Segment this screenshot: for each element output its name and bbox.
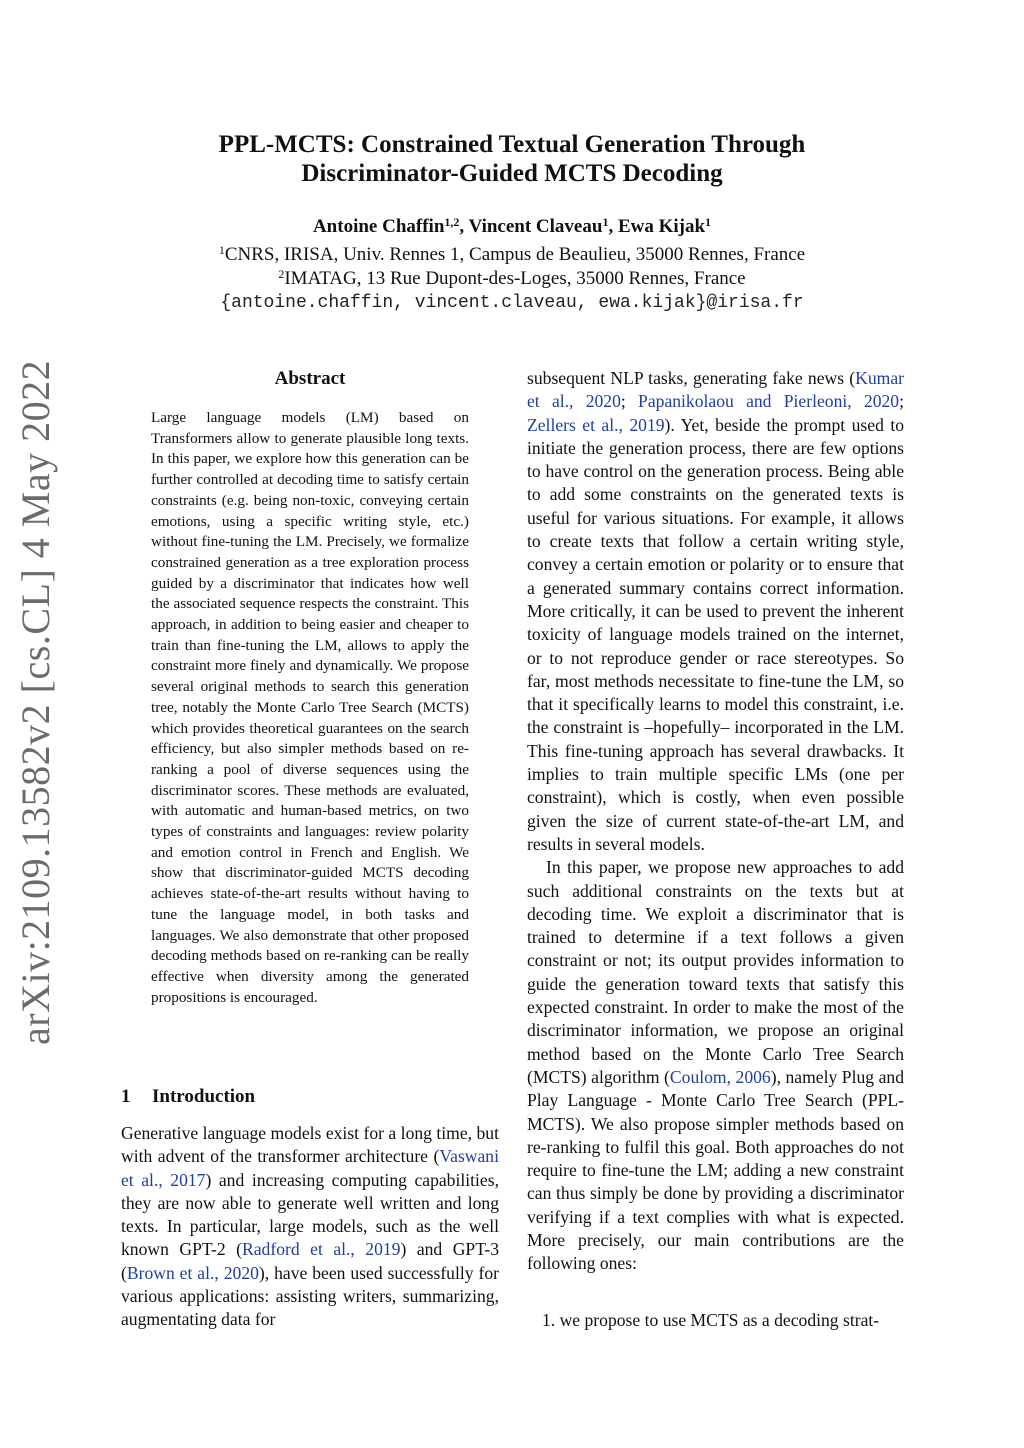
body-text: ) and GPT-3 (	[121, 1239, 499, 1283]
author-list: Antoine Chaffin$^{1,2}$, Vincent Claveau$^1$, Ewa Kijak$^1$	[312, 215, 712, 237]
title-line-1: PPL-MCTS: Constrained Textual Generation Through	[218, 131, 806, 158]
body-text: ) and increasing computing capabilities, they are now able to generate well written and long texts. In particular, large models, such as the well known GPT-2 (	[121, 1169, 499, 1260]
citation-link[interactable]: Zellers et al., 2019	[527, 414, 665, 435]
title-line-2: Discriminator-Guided MCTS Decoding	[301, 160, 723, 187]
body-text: ). Yet, beside the prompt used to initiate the generation process, there are few options to have control on the generation process. Being able to add some constraints on the generated texts is useful for various situations. For example, it allows to create texts that follow a certain writing style, convey a certain emotion or polarity or to ensure that a generated summary contains correct information. More critically, it can be used to prevent the inherent toxicity of language models trained on the internet, or to not reproduce gender or race stereotypes. So far, most methods necessitate to fine-tune the LM, so that it specifically learns to model this constraint, i.e. the constraint is –hopefully– incorporated in the LM. This fine-tuning approach has several drawbacks. It implies to train multiple specific LMs (one per constraint), which is costly, when even possible given the size of current state-of-the-art LM, and results in several models.	[527, 414, 905, 854]
affiliation-marker: 1	[218, 243, 225, 257]
affiliation-marker: 2	[278, 267, 285, 281]
section-heading-introduction	[121, 1086, 501, 1108]
paragraph	[527, 856, 904, 1275]
introduction-right-column	[527, 367, 904, 1276]
paper-title	[120, 130, 904, 188]
author-affiliation-marker: 1,2	[444, 215, 460, 229]
body-text: subsequent NLP tasks, generating fake news (	[527, 368, 856, 388]
author-name: Antoine Chaffin	[312, 216, 445, 237]
citation-link[interactable]: Brown et al., 2020	[126, 1262, 259, 1283]
body-text: ), have been used successfully for various applications: assisting writers, summarizing, augmentating data for	[121, 1262, 499, 1330]
body-text: In this paper, we propose new approaches to add such additional constraints on the texts but at decoding time. We exploit a discriminator that is trained to determine if a text follows a given constraint or not; its output provides information to guide the generation toward texts that satisfy this expected constraint. In order to make the most of the discriminator information, we propose an original method based on the Monte Carlo Tree Search (MCTS) algorithm (	[527, 857, 904, 1087]
abstract-heading: Abstract	[274, 368, 346, 389]
body-text: Generative language models exist for a long time, but with advent of the transformer architecture (	[121, 1123, 499, 1167]
arxiv-identifier-stamp: arXiv:2109.13582v2 [cs.CL] 4 May 2022	[13, 359, 58, 1045]
body-text: ;	[899, 391, 904, 412]
affiliation-text: IMATAG, 13 Rue Dupont-des-Loges, 35000 Rennes, France	[284, 268, 746, 289]
introduction-left-column	[121, 1122, 499, 1332]
author-name: Vincent Claveau	[468, 216, 603, 237]
author-affiliation-marker: 1	[602, 215, 609, 229]
paragraph	[527, 367, 904, 856]
affiliation-2	[120, 268, 904, 290]
author-name: Ewa Kijak	[617, 216, 706, 237]
citation-link[interactable]: Vaswani et al., 2017	[121, 1146, 499, 1190]
citation-link[interactable]: Coulom, 2006	[669, 1066, 771, 1087]
affiliation-1	[120, 244, 904, 266]
section-number: 1	[121, 1086, 131, 1107]
citation-link[interactable]: Radford et al., 2019	[242, 1239, 401, 1260]
body-text: ;	[620, 391, 639, 412]
citation-link[interactable]: Papanikolaou and Pierleoni, 2020	[638, 391, 900, 412]
body-text: ), namely Plug and Play Language - Monte Carlo Tree Search (PPL-MCTS). We also propose simpler methods based on re-ranking to fulfil this goal. Both approaches do not require to fine-tune the LM; adding a new constraint can thus simply be done by providing a discriminator verifying if a text complies with what is expected. More precisely, our main contributions are the following ones:	[527, 1066, 904, 1274]
contribution-list-item-1: 1. we propose to use MCTS as a decoding strat-	[542, 1310, 880, 1330]
citation-link[interactable]: Kumar et al., 2020	[527, 368, 904, 412]
section-title: Introduction	[152, 1086, 256, 1107]
author-emails: {antoine.chaffin, vincent.claveau, ewa.kijak}@irisa.fr	[220, 293, 804, 313]
abstract-body: Large language models (LM) based on Transformers allow to generate plausible long texts. In this paper, we explore how this generation can be further controlled at decoding time to satisfy certain constraints (e.g. being non-toxic, conveying certain emotions, using a specific writing style, etc.) without fine-tuning the LM. Precisely, we formalize constrained generation as a tree exploration process guided by a discriminator that indicates how well the associated sequence respects the constraint. This approach, in addition to being easier and cheaper to train than fine-tuning the LM, allows to apply the constraint more finely and dynamically. We propose several original methods to search this generation tree, notably the Monte Carlo Tree Search (MCTS) which provides theoretical guarantees on the search efficiency, but also simpler methods based on re-ranking a pool of diverse sequences using the discriminator scores. These methods are evaluated, with automatic and human-based metrics, on two types of constraints and languages: review polarity and emotion control in French and English. We show that discriminator-guided MCTS decoding achieves state-of-the-art results without having to tune the language model, in both tasks and languages. We also demonstrate that other proposed decoding methods based on re-ranking can be really effective when diversity among the generated propositions is encouraged.	[151, 409, 469, 1006]
author-affiliation-marker: 1	[705, 215, 712, 229]
affiliation-text: CNRS, IRISA, Univ. Rennes 1, Campus de Beaulieu, 35000 Rennes, France	[224, 244, 806, 265]
